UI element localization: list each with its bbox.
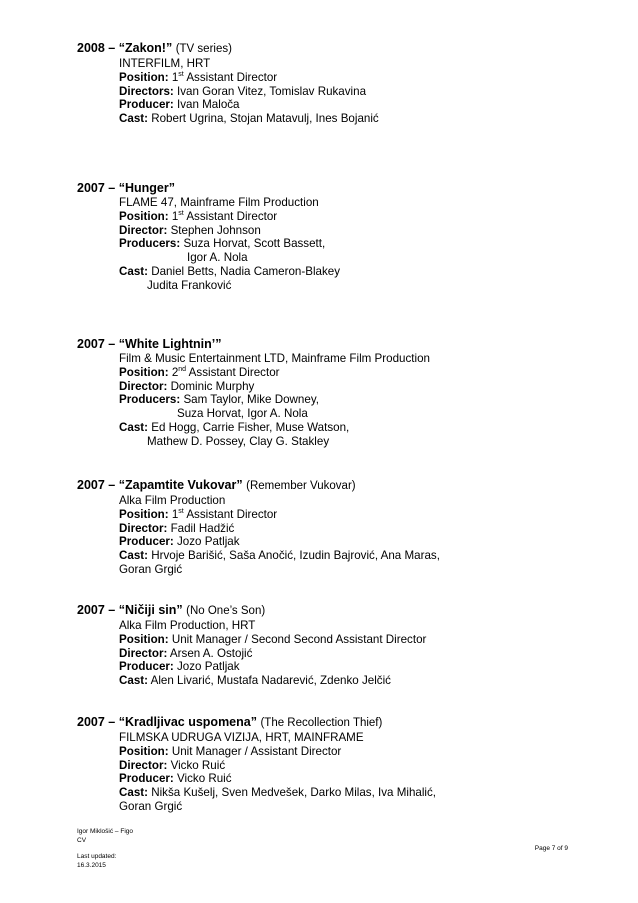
entry-cast-continued: Goran Grgić — [119, 799, 183, 813]
entry-dash: – — [108, 715, 116, 729]
footer-updated-date: 16.3.2015 — [77, 861, 106, 869]
entry-position: Position: 1st Assistant Director — [119, 209, 278, 223]
entry-cast: Cast: Hrvoje Barišić, Saša Anočić, Izudin Bajrović, Ana Maras, — [119, 549, 440, 563]
page-number: Page 7 of 9 — [534, 845, 568, 852]
footer-updated-label: Last updated: — [77, 853, 117, 860]
entry-subtitle: (Remember Vukovar) — [246, 480, 356, 492]
entry-year: 2007 — [77, 181, 105, 195]
entry-director: Director: Dominic Murphy — [119, 379, 255, 393]
entry-heading — [77, 714, 597, 731]
entry-cast-continued: Goran Grgić — [119, 562, 183, 576]
entry-company: Film & Music Entertainment LTD, Mainframe Film Production — [119, 352, 430, 365]
entry-year: 2007 — [77, 337, 105, 351]
entry-subtitle: (The Recollection Thief) — [260, 717, 383, 729]
entry-dash: – — [108, 337, 116, 351]
entry-heading — [77, 336, 597, 352]
entry-title: “White Lightnin’” — [118, 337, 222, 351]
entry-dash: – — [108, 181, 116, 195]
entry-dash: – — [108, 478, 116, 492]
entry-producers-continued: Igor A. Nola — [187, 251, 248, 265]
entry-dash: – — [108, 603, 116, 617]
entry-dash: – — [108, 41, 116, 55]
entry-title: “Ničiji sin” — [118, 603, 183, 617]
entry-producers: Producers: Sam Taylor, Mike Downey, — [119, 393, 319, 407]
entry-title: “Kradljivac uspomena” — [118, 715, 257, 729]
entry-company: FLAME 47, Mainframe Film Production — [119, 196, 319, 209]
entry-title: “Hunger” — [118, 181, 175, 195]
entry-producer: Producer: Jozo Patljak — [119, 535, 240, 549]
entry-cast-continued: Judita Franković — [147, 278, 232, 292]
entry-producers: Producers: Suza Horvat, Scott Bassett, — [119, 237, 326, 251]
credit-entry-niciji-sin — [77, 602, 597, 688]
footer-doc: CV — [77, 836, 87, 844]
entry-cast: Cast: Robert Ugrina, Stojan Matavulj, Ines Bojanić — [119, 112, 379, 126]
entry-title: “Zakon!” — [118, 41, 173, 55]
entry-heading — [77, 602, 597, 619]
entry-heading — [77, 477, 597, 494]
entry-position: Position: 1st Assistant Director — [119, 507, 278, 521]
credit-entry-zapamtite-vukovar — [77, 477, 597, 577]
entry-subtitle: (No One’s Son) — [186, 605, 266, 617]
entry-company: Alka Film Production, HRT — [119, 619, 256, 632]
footer-author: Igor Miklošić – Figo — [77, 828, 133, 835]
page-footer-left — [77, 828, 133, 870]
entry-cast: Cast: Nikša Kušelj, Sven Medvešek, Darko Milas, Iva Mihalić, — [119, 786, 437, 800]
entry-year: 2007 — [77, 715, 105, 729]
entry-heading — [77, 40, 597, 57]
entry-year: 2008 — [77, 41, 105, 55]
entry-cast: Cast: Ed Hogg, Carrie Fisher, Muse Watson, — [119, 420, 350, 434]
entry-producer: Producer: Vicko Ruić — [119, 772, 232, 786]
credit-entry-kradljivac-uspomena — [77, 714, 597, 814]
entry-year: 2007 — [77, 478, 105, 492]
credit-entry-white-lightnin — [77, 336, 597, 449]
entry-director: Director: Fadil Hadžić — [119, 521, 235, 535]
entry-title: “Zapamtite Vukovar” — [118, 478, 243, 492]
entry-cast-continued: Mathew D. Possey, Clay G. Stakley — [147, 434, 330, 448]
credit-entry-hunger — [77, 180, 597, 293]
entry-position: Position: Unit Manager / Second Second Assistant Director — [119, 632, 427, 646]
entry-position: Position: Unit Manager / Assistant Director — [119, 744, 342, 758]
entry-company: INTERFILM, HRT — [119, 57, 211, 70]
entry-directors: Directors: Ivan Goran Vitez, Tomislav Rukavina — [119, 84, 367, 98]
entry-subtitle: (TV series) — [175, 43, 232, 55]
entry-producer: Producer: Ivan Maloča — [119, 98, 240, 112]
entry-cast: Cast: Daniel Betts, Nadia Cameron-Blakey — [119, 264, 341, 278]
entry-company: FILMSKA UDRUGA VIZIJA, HRT, MAINFRAME — [119, 731, 364, 744]
entry-director: Director: Stephen Johnson — [119, 223, 261, 237]
entry-cast: Cast: Alen Livarić, Mustafa Nadarević, Zdenko Jelčić — [119, 674, 391, 688]
entry-producers-continued: Suza Horvat, Igor A. Nola — [177, 407, 308, 421]
entry-heading — [77, 180, 597, 196]
entry-director: Director: Vicko Ruić — [119, 758, 226, 772]
entry-director: Director: Arsen A. Ostojić — [119, 646, 253, 660]
entry-position: Position: 2nd Assistant Director — [119, 365, 280, 379]
entry-year: 2007 — [77, 603, 105, 617]
credit-entry-zakon — [77, 40, 597, 126]
entry-position: Position: 1st Assistant Director — [119, 70, 278, 84]
entry-company: Alka Film Production — [119, 494, 226, 507]
entry-producer: Producer: Jozo Patljak — [119, 660, 240, 674]
